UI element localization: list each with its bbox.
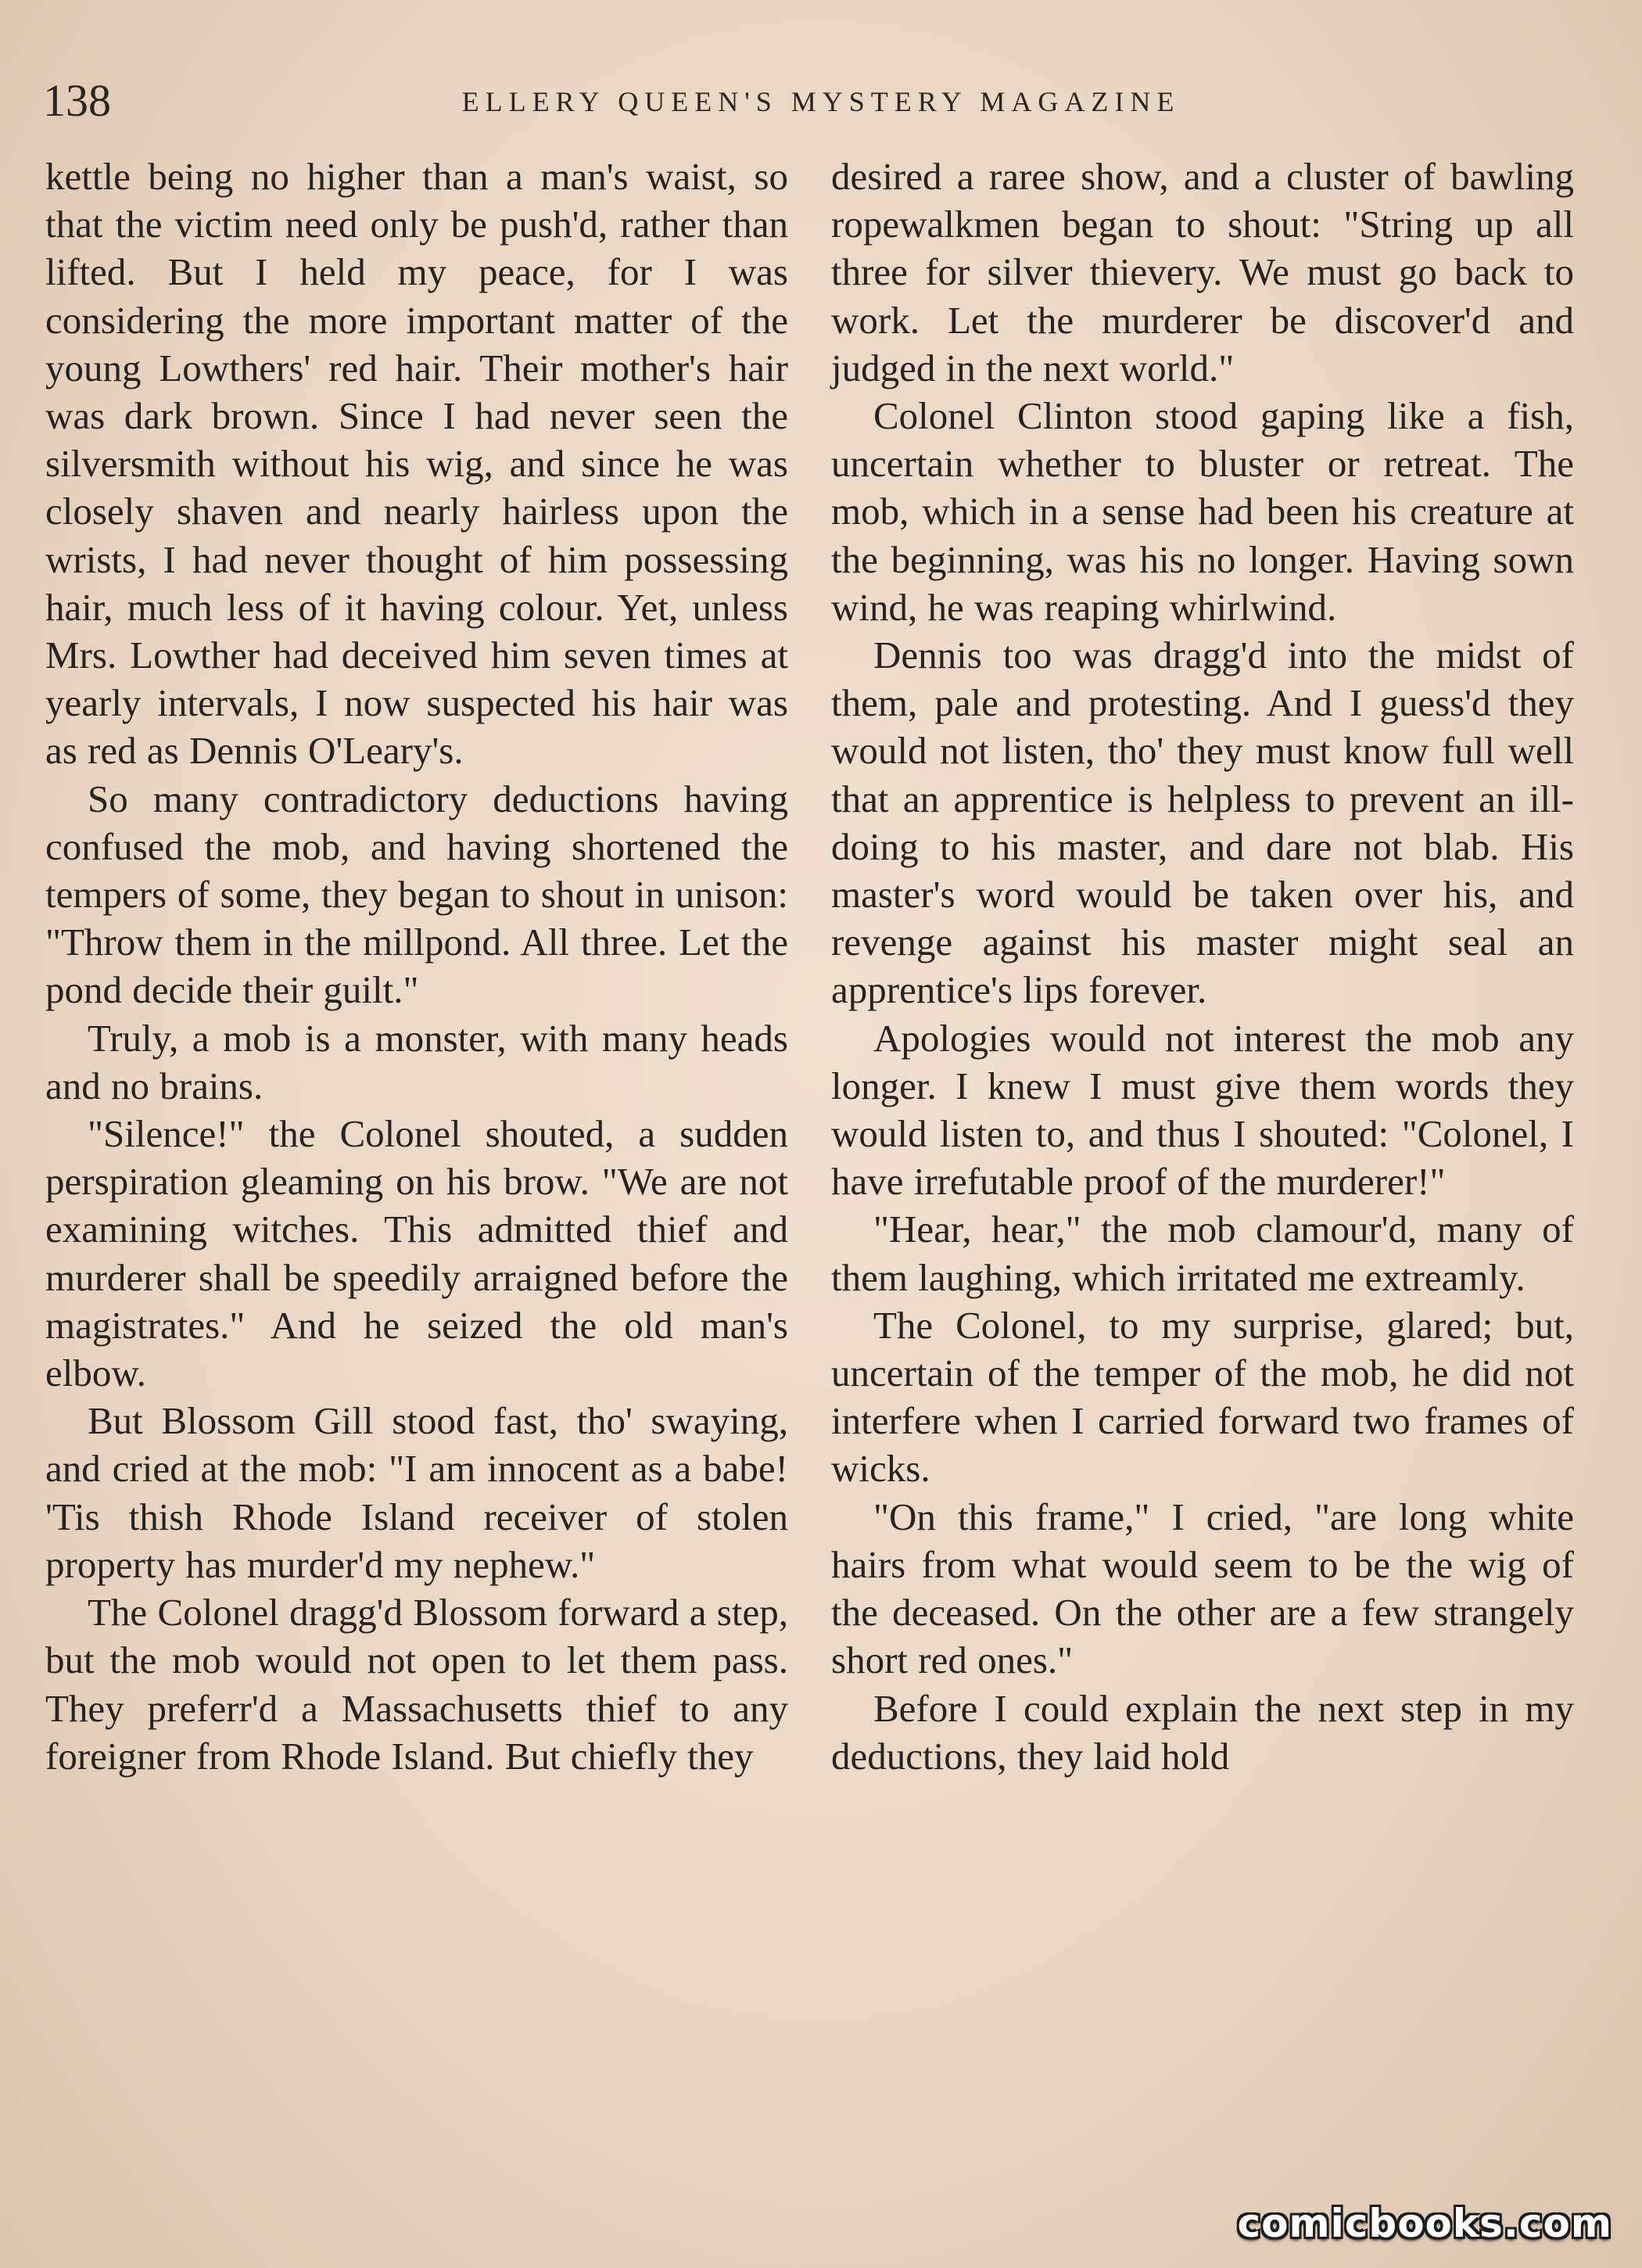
paragraph: The Colonel, to my surprise, glared; but, uncertain of the temper of the mob, he did not interfere when I carried forward two frames of wicks. <box>831 1303 1574 1491</box>
paragraph: desired a raree show, and a cluster of bawling ropewalkmen began to shout: "String up all three for silver thievery. We must go back to work. Let the murderer be discover'd and judged in the next world." <box>831 155 1574 389</box>
right-column <box>831 153 1574 1780</box>
paragraph: "Hear, hear," the mob clamour'd, many of them laughing, which irritated me extreamly. <box>831 1208 1574 1299</box>
paragraph: The Colonel dragg'd Blossom forward a step, but the mob would not open to let them pass. They preferr'd a Massachusetts thief to any foreigner from Rhode Island. But chiefly they <box>45 1591 788 1778</box>
paragraph: "On this frame," I cried, "are long white hairs from what would seem to be the wig of the deceased. On the other are a few strangely short red ones." <box>831 1495 1574 1682</box>
paragraph: "Silence!" the Colonel shouted, a sudden perspiration gleaming on his brow. "We are not examining witches. This admitted thief and murderer shall be speedily arraigned before the magistrates." And he seized the old man's elbow. <box>45 1112 788 1395</box>
paragraph: Colonel Clinton stood gaping like a fish, uncertain whether to bluster or retreat. The mob, which in a sense had been his creature at the beginning, was his no longer. Having sown wind, he was reaping whirlwind. <box>831 394 1574 629</box>
paragraph: Truly, a mob is a monster, with many heads and no brains. <box>45 1016 788 1107</box>
paragraph: Before I could explain the next step in my deductions, they laid hold <box>831 1686 1574 1778</box>
watermark: comicbooks.com <box>1237 2201 1612 2246</box>
paragraph: kettle being no higher than a man's waist, so that the victim need only be push'd, rather than lifted. But I held my peace, for I was considering the more important matter of the young Lowthers' red hair. Their mother's hair was dark brown. Since I had never seen the silversmith without his wig, and since he was closely shaven and nearly hairless upon the wrists, I had never thought of him possessing hair, much less of it having colour. Yet, unless Mrs. Lowther had deceived him seven times at yearly intervals, I now suspected his hair was as red as Dennis O'Leary's. <box>45 155 788 773</box>
running-head: ELLERY QUEEN'S MYSTERY MAGAZINE <box>461 86 1181 117</box>
paragraph: So many contradictory deductions having confused the mob, and having shortened the tempers of some, they began to shout in unison: "Throw them in the millpond. All three. Let the pond decide their guilt." <box>45 777 788 1012</box>
paragraph: Dennis too was dragg'd into the midst of them, pale and protesting. And I guess'd they would not listen, tho' they must know full well that an apprentice is helpless to prevent an ill-doing to his master, and dare not blab. His master's word would be taken over his, and revenge against his master might seal an apprentice's lips forever. <box>831 633 1574 1012</box>
page-header <box>0 74 1642 137</box>
page-number: 138 <box>43 75 111 126</box>
paragraph: Apologies would not interest the mob any longer. I knew I must give them words they would listen to, and thus I shouted: "Colonel, I have irrefutable proof of the murderer!" <box>831 1016 1574 1204</box>
left-column <box>45 153 788 1780</box>
paragraph: But Blossom Gill stood fast, tho' swaying, and cried at the mob: "I am innocent as a babe! 'Tis thish Rhode Island receiver of stolen property has murder'd my nephew." <box>45 1399 788 1586</box>
